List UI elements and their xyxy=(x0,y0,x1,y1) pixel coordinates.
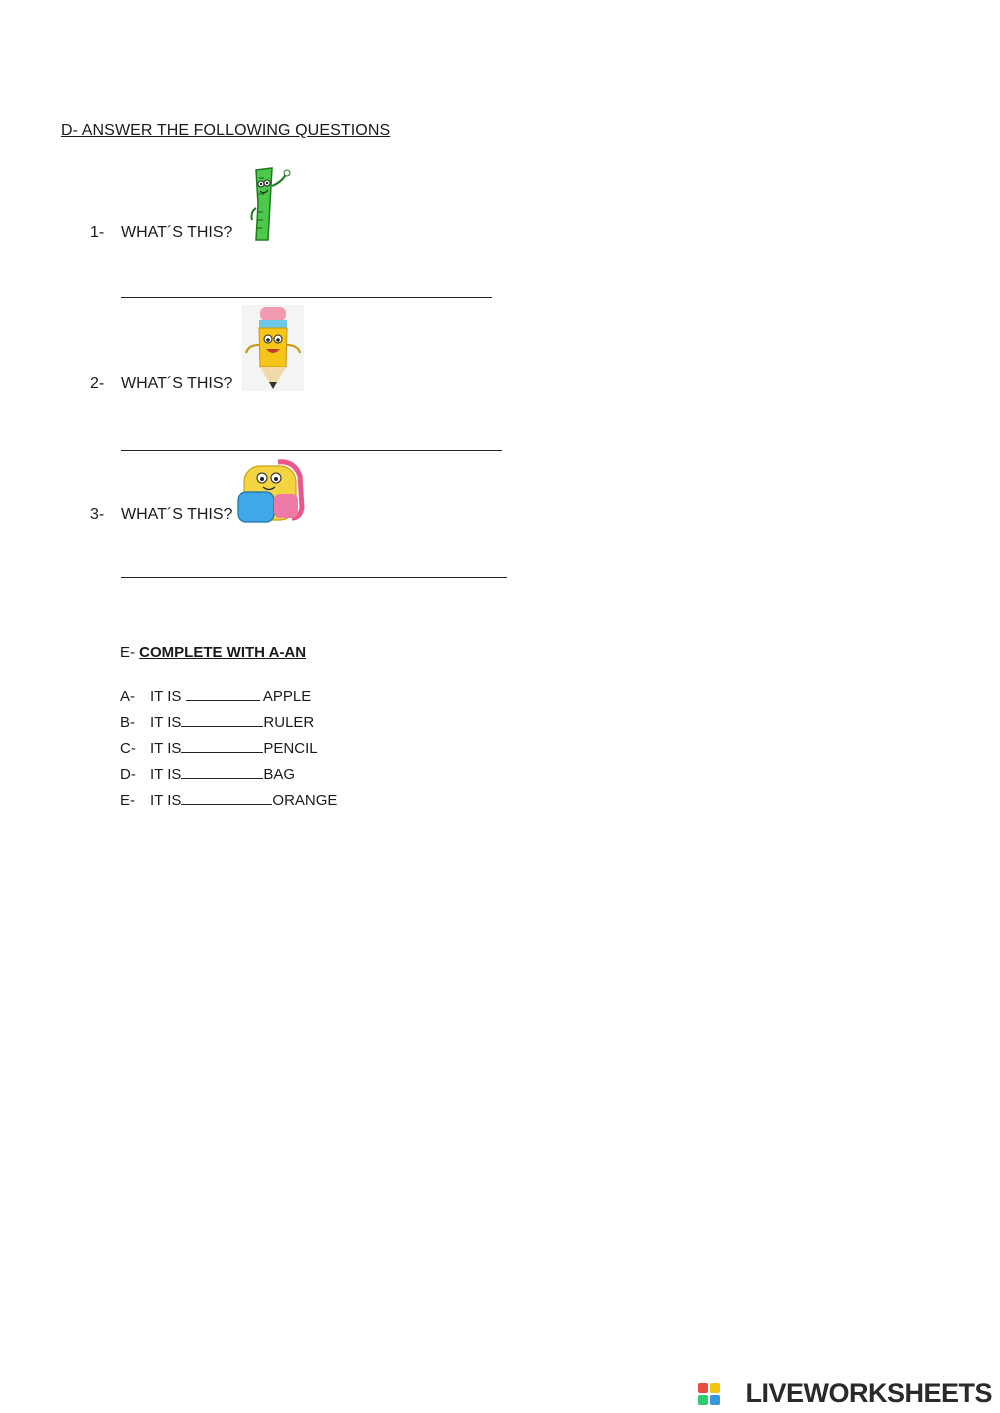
fill-blank-b[interactable] xyxy=(181,713,263,727)
item-lead: IT IS xyxy=(150,714,182,731)
fill-item-e xyxy=(120,791,337,809)
liveworksheets-logo-icon xyxy=(698,1383,720,1405)
item-word: ORANGE xyxy=(272,792,338,809)
fill-blank-d[interactable] xyxy=(181,765,263,779)
answer-line-3[interactable] xyxy=(121,577,507,578)
fill-item-d xyxy=(120,765,295,783)
question-3-text: WHAT´S THIS? xyxy=(121,506,233,523)
fill-blank-a[interactable] xyxy=(186,687,260,701)
item-letter: E- xyxy=(120,792,135,809)
section-e-heading xyxy=(120,644,306,661)
fill-blank-c[interactable] xyxy=(181,739,263,753)
item-letter: D- xyxy=(120,766,136,783)
fill-item-a xyxy=(120,687,311,705)
ruler-icon xyxy=(246,164,296,242)
pencil-icon xyxy=(242,305,304,391)
item-letter: B- xyxy=(120,714,135,731)
item-lead: IT IS xyxy=(150,740,182,757)
item-lead: IT IS xyxy=(150,688,186,705)
section-d-heading: D- ANSWER THE FOLLOWING QUESTIONS xyxy=(61,122,391,139)
question-1-text: WHAT´S THIS? xyxy=(121,224,233,241)
fill-item-c xyxy=(120,739,318,757)
answer-line-2[interactable] xyxy=(121,450,502,451)
item-word: PENCIL xyxy=(263,740,318,757)
fill-blank-e[interactable] xyxy=(181,791,272,805)
question-3-number: 3- xyxy=(90,506,105,523)
item-word: RULER xyxy=(263,714,315,731)
question-2-number: 2- xyxy=(90,375,105,392)
liveworksheets-logo-text[interactable]: LIVEWORKSHEETS xyxy=(745,1378,992,1408)
question-1-number: 1- xyxy=(90,224,105,241)
item-letter: A- xyxy=(120,688,135,705)
answer-line-1[interactable] xyxy=(121,297,492,298)
backpack-icon xyxy=(234,456,306,526)
fill-item-b xyxy=(120,713,314,731)
item-lead: IT IS xyxy=(150,792,182,809)
question-2-text: WHAT´S THIS? xyxy=(121,375,233,392)
section-e-title: COMPLETE WITH A-AN xyxy=(139,644,307,661)
section-e-prefix: E- xyxy=(120,644,135,661)
item-word: BAG xyxy=(263,766,296,783)
item-word: APPLE xyxy=(259,688,312,705)
item-lead: IT IS xyxy=(150,766,182,783)
item-letter: C- xyxy=(120,740,136,757)
